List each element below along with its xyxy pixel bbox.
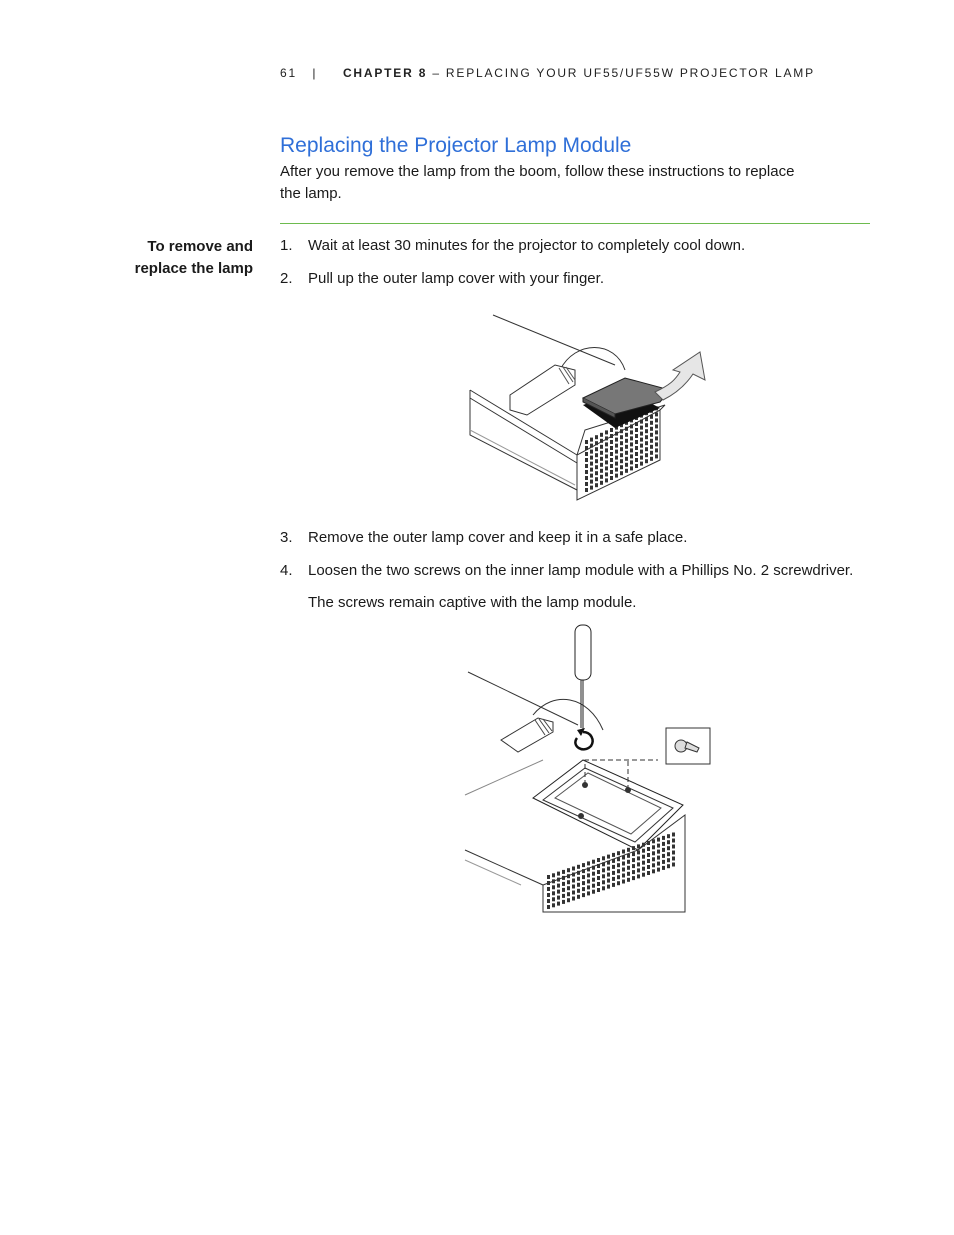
lamp-cover-figure — [465, 310, 710, 505]
step-text: Pull up the outer lamp cover with your finger. — [308, 270, 604, 287]
intro-line-2: the lamp. — [280, 185, 342, 202]
chapter-label: CHAPTER 8 — [342, 66, 428, 80]
procedure-heading-line-1: To remove and — [147, 238, 253, 255]
step-2 — [280, 270, 604, 287]
procedure-heading-line-2: replace the lamp — [134, 260, 253, 277]
step-text: Loosen the two screws on the inner lamp module with a Phillips No. 2 screwdriver. — [308, 562, 854, 579]
running-header — [280, 66, 815, 80]
step-1 — [280, 237, 745, 254]
step-3 — [280, 529, 687, 546]
header-separator: | — [312, 66, 318, 80]
page-number: 61 — [280, 66, 297, 80]
section-intro — [280, 161, 840, 205]
lamp-screws-figure — [463, 620, 713, 916]
section-title: Replacing the Projector Lamp Module — [280, 134, 632, 157]
step-4-note: The screws remain captive with the lamp module. — [308, 594, 637, 611]
step-number: 4. — [280, 562, 293, 579]
step-number: 1. — [280, 237, 293, 254]
chapter-title: – REPLACING YOUR UF55/UF55W PROJECTOR LAMP — [432, 66, 815, 80]
step-4 — [280, 562, 853, 579]
step-number: 2. — [280, 270, 293, 287]
step-text: Wait at least 30 minutes for the projector to completely cool down. — [308, 237, 746, 254]
section-divider — [280, 223, 870, 224]
step-number: 3. — [280, 529, 293, 546]
intro-line-1: After you remove the lamp from the boom, follow these instructions to replace — [280, 163, 795, 180]
procedure-heading — [100, 236, 253, 280]
step-text: Remove the outer lamp cover and keep it in a safe place. — [308, 529, 688, 546]
